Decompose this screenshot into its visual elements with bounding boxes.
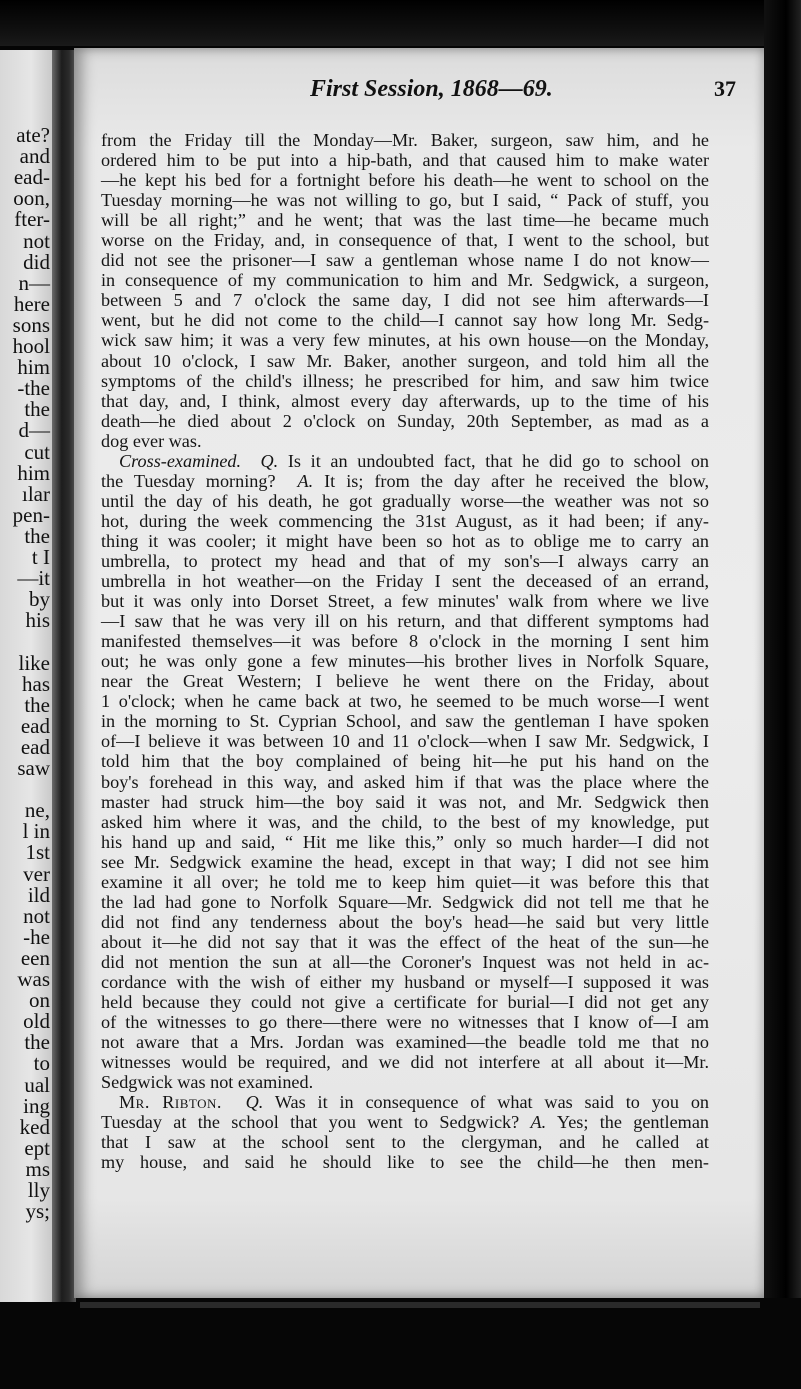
text-line: examine it all over; he told me to keep him quiet—it was before this that xyxy=(101,871,709,892)
facing-page-text-fragment: has xyxy=(22,671,50,696)
cross-examined-label: Cross-examined. xyxy=(119,450,242,471)
facing-page-text-fragment: fter- xyxy=(14,207,50,232)
facing-page-text-fragment: 1st xyxy=(25,840,50,865)
text-line: near the Great Western; I believe he went there on the Friday, about xyxy=(101,671,709,692)
text-line: master had struck him—the boy said it was not, and Mr. Sedgwick then xyxy=(101,791,709,812)
text-line: umbrella in hot weather—on the Friday I sent the deceased of an errand, xyxy=(101,571,709,592)
facing-page-text-fragment: the xyxy=(24,397,50,422)
text-line: told him that the boy complained of being hit—he put his hand on the xyxy=(101,751,709,772)
text-line: did not mention the sun at all—the Coroner's Inquest was not held in ac- xyxy=(101,951,709,972)
facing-page-text-fragment: the xyxy=(24,523,50,548)
text-line: my house, and said he should like to see the child—he then men- xyxy=(101,1152,709,1173)
facing-page-text-fragment: ild xyxy=(27,882,50,907)
facing-page-text-fragment: ms xyxy=(25,1156,50,1181)
facing-page-text-fragment: the xyxy=(24,692,50,717)
facing-page-text-fragment: —it xyxy=(17,566,50,591)
text-line: about it—he did not say that it was the effect of the heat of the sun—he xyxy=(101,931,709,952)
book-page xyxy=(74,48,764,1298)
text-line xyxy=(101,471,709,491)
text-line: death—he died about 2 o'clock on Sunday, 20th September, as mad as a xyxy=(101,410,709,431)
facing-page-text-fragment: -he xyxy=(23,924,50,949)
text-line: the lad had gone to Norfolk Square—Mr. Sedgwick did not tell me that he xyxy=(101,891,709,912)
speaker-name: Mr. Ribton. xyxy=(119,1092,222,1113)
facing-page-text-fragment: was xyxy=(17,967,50,991)
page-number: 37 xyxy=(714,76,736,101)
facing-page-text-fragment: lly xyxy=(27,1178,50,1202)
facing-page-text-fragment: to xyxy=(33,1051,50,1076)
text-line xyxy=(101,451,709,471)
text-line: went, but he did not come to the child—I cannot say how long Mr. Sedg- xyxy=(101,310,709,331)
answer-marker: A. xyxy=(297,470,314,491)
facing-page-text-fragment: ver xyxy=(23,861,50,886)
facing-page-text-fragment: his xyxy=(25,608,50,633)
facing-page-text-fragment: ead xyxy=(20,713,50,738)
facing-page-text-fragment: cut xyxy=(24,439,50,464)
facing-page-text-fragment: l in xyxy=(22,819,50,844)
text-run: Is it an undoubted fact, that he did go to school on xyxy=(287,450,710,471)
text-line: Tuesday morning—he was not willing to go, but I said, “ Pack of stuff, you xyxy=(101,190,709,211)
facing-page-text-fragment: hool xyxy=(12,334,50,358)
text-line: his hand up and said, “ Hit me like this,” only so much harder—I did not xyxy=(101,831,709,852)
text-line: will be all right;” and he went; that was the last time—he became much xyxy=(101,210,709,231)
facing-page-text-fragment: ys; xyxy=(25,1199,50,1224)
text-line: umbrella, to protect my head and that of my son's—I always carry an xyxy=(101,550,709,571)
text-line: wick saw him; it was a very few minutes, at his own house—on the Monday, xyxy=(101,330,709,351)
text-line: in the morning to St. Cyprian School, and saw the gentleman I have spoken xyxy=(101,711,709,732)
facing-page-text-fragment: ılar xyxy=(22,481,50,506)
facing-page-text-fragment: ept xyxy=(24,1135,50,1160)
text-line: from the Friday till the Monday—Mr. Baker, surgeon, saw him, and he xyxy=(101,130,709,150)
book-gutter xyxy=(52,50,76,1302)
text-line: dog ever was. xyxy=(101,430,202,451)
text-line xyxy=(101,1112,709,1132)
text-line: about 10 o'clock, I saw Mr. Baker, another surgeon, and told him all the xyxy=(101,350,709,371)
facing-page-text-fragment: d— xyxy=(18,418,50,443)
scan-top-border xyxy=(0,0,801,46)
scan-bottom-border xyxy=(0,1298,801,1389)
facing-page-text-fragment: not xyxy=(23,228,50,253)
text-run: It is; from the day after he received the blow, xyxy=(324,470,710,491)
facing-page-text-fragment: and xyxy=(19,144,50,169)
text-line: asked him where it was, and the child, to the best of my knowledge, put xyxy=(101,811,709,832)
text-line: ordered him to be put into a hip-bath, and that caused him to make water xyxy=(101,150,709,171)
facing-page-text-fragment: t I xyxy=(31,545,50,569)
text-line: did not find any tenderness about the boy's head—he said but very little xyxy=(101,911,709,932)
text-line: cordance with the wish of either my husband or myself—I supposed it was xyxy=(101,971,709,992)
text-run: Tuesday at the school that you went to Sedgwick? xyxy=(101,1112,520,1133)
text-line: manifested themselves—it was before 8 o'clock in the morning I sent him xyxy=(101,631,709,652)
text-line: 1 o'clock; when he came back at two, he seemed to be much worse—I went xyxy=(101,691,709,712)
text-line: did not see the prisoner—I saw a gentleman whose name I do not know— xyxy=(101,250,709,271)
facing-page-text-fragment: n— xyxy=(18,270,50,295)
facing-page-text-fragment: oon, xyxy=(13,186,50,211)
page-body xyxy=(101,130,709,1172)
facing-page-text-fragment: did xyxy=(23,249,50,274)
text-run: Was it in consequence of what was said to you on xyxy=(274,1092,710,1113)
facing-page-text-fragment: ked xyxy=(19,1114,50,1139)
text-line: witnesses would be required, and we did not interfere at all about it—Mr. xyxy=(101,1052,709,1073)
text-line: —he kept his bed for a fortnight before his death—he went to school on the xyxy=(101,170,709,191)
text-line: boy's forehead in this way, and asked him if that was the place where the xyxy=(101,771,709,792)
text-line: between 5 and 7 o'clock the same day, I did not see him afterwards—I xyxy=(101,290,709,311)
text-line: in consequence of my communication to him and Mr. Sedgwick, a surgeon, xyxy=(101,270,709,291)
question-marker: Q. xyxy=(260,450,279,471)
facing-page-text-fragment: ual xyxy=(24,1072,50,1097)
text-line: but it was only into Dorset Street, a few minutes' walk from where we live xyxy=(101,591,709,612)
text-run: Yes; the gentleman xyxy=(556,1112,710,1133)
facing-page-text-fragment: ead- xyxy=(13,165,50,190)
text-line: see Mr. Sedgwick examine the head, except in that way; I did not see him xyxy=(101,851,709,872)
text-line: hot, during the week commencing the 31st August, as it had been; if any- xyxy=(101,510,709,531)
facing-page-text-fragment: -the xyxy=(17,376,50,401)
text-line: thing it was cooler; it might have been so hot as to oblige me to carry an xyxy=(101,530,709,551)
text-line xyxy=(101,1092,709,1112)
facing-page-text-fragment: by xyxy=(29,587,50,612)
answer-marker: A. xyxy=(530,1112,547,1133)
facing-page-text-fragment: sons xyxy=(12,312,50,337)
page-header xyxy=(74,76,764,106)
text-line: that I saw at the school sent to the clergyman, and he called at xyxy=(101,1132,709,1153)
facing-page-text-fragment: pen- xyxy=(12,502,50,527)
text-line: —I saw that he was very ill on his return, and that different symptoms had xyxy=(101,611,709,632)
facing-page-text-fragment: ing xyxy=(23,1093,50,1118)
facing-page-text-fragment: not xyxy=(23,903,50,928)
facing-page-fragment xyxy=(0,50,52,1302)
facing-page-text-fragment: here xyxy=(13,291,50,316)
facing-page-text-fragment: ate? xyxy=(16,123,50,147)
facing-page-text-fragment: ead xyxy=(20,734,50,759)
reexamination-paragraph xyxy=(101,1092,709,1172)
facing-page-text-fragment: him xyxy=(17,355,50,380)
text-line: of—I believe it was between 10 and 11 o'clock—when I saw Mr. Sedgwick, I xyxy=(101,731,709,752)
facing-page-text-fragment: like xyxy=(18,650,50,675)
text-line: that day, and, I think, almost every day afterwards, up to the time of his xyxy=(101,390,709,411)
scan-right-border xyxy=(764,0,801,1389)
text-run: the Tuesday morning? xyxy=(101,470,276,491)
page-bottom-edge xyxy=(80,1302,760,1308)
text-line: held because they could not give a certificate for burial—I did not get any xyxy=(101,992,709,1013)
cross-examination-paragraph xyxy=(101,451,709,1093)
facing-page-text-fragment: the xyxy=(24,1030,50,1055)
text-line: worse on the Friday, and, in consequence of that, I went to the school, but xyxy=(101,230,709,251)
text-line: out; he was only gone a few minutes—his brother lives in Norfolk Square, xyxy=(101,651,709,672)
question-marker: Q. xyxy=(245,1092,264,1113)
text-line: until the day of his death, he got gradually worse—the weather was not so xyxy=(101,490,709,511)
text-line: of the witnesses to go there—there were no witnesses that I know of—I am xyxy=(101,1012,709,1033)
running-title: First Session, 1868—69. xyxy=(310,76,553,102)
facing-page-text-fragment: him xyxy=(17,460,50,485)
testimony-paragraph-1 xyxy=(101,130,709,451)
text-line: not aware that a Mrs. Jordan was examined—the beadle told me that no xyxy=(101,1032,709,1053)
text-line: symptoms of the child's illness; he prescribed for him, and saw him twice xyxy=(101,370,709,391)
facing-page-text-fragment: saw xyxy=(17,756,50,780)
facing-page-text-fragment: ne, xyxy=(24,798,50,823)
facing-page-text-fragment: old xyxy=(23,1009,50,1034)
facing-page-text-fragment: on xyxy=(29,988,50,1013)
text-line: Sedgwick was not examined. xyxy=(101,1072,314,1093)
facing-page-text-fragment: een xyxy=(20,945,50,970)
